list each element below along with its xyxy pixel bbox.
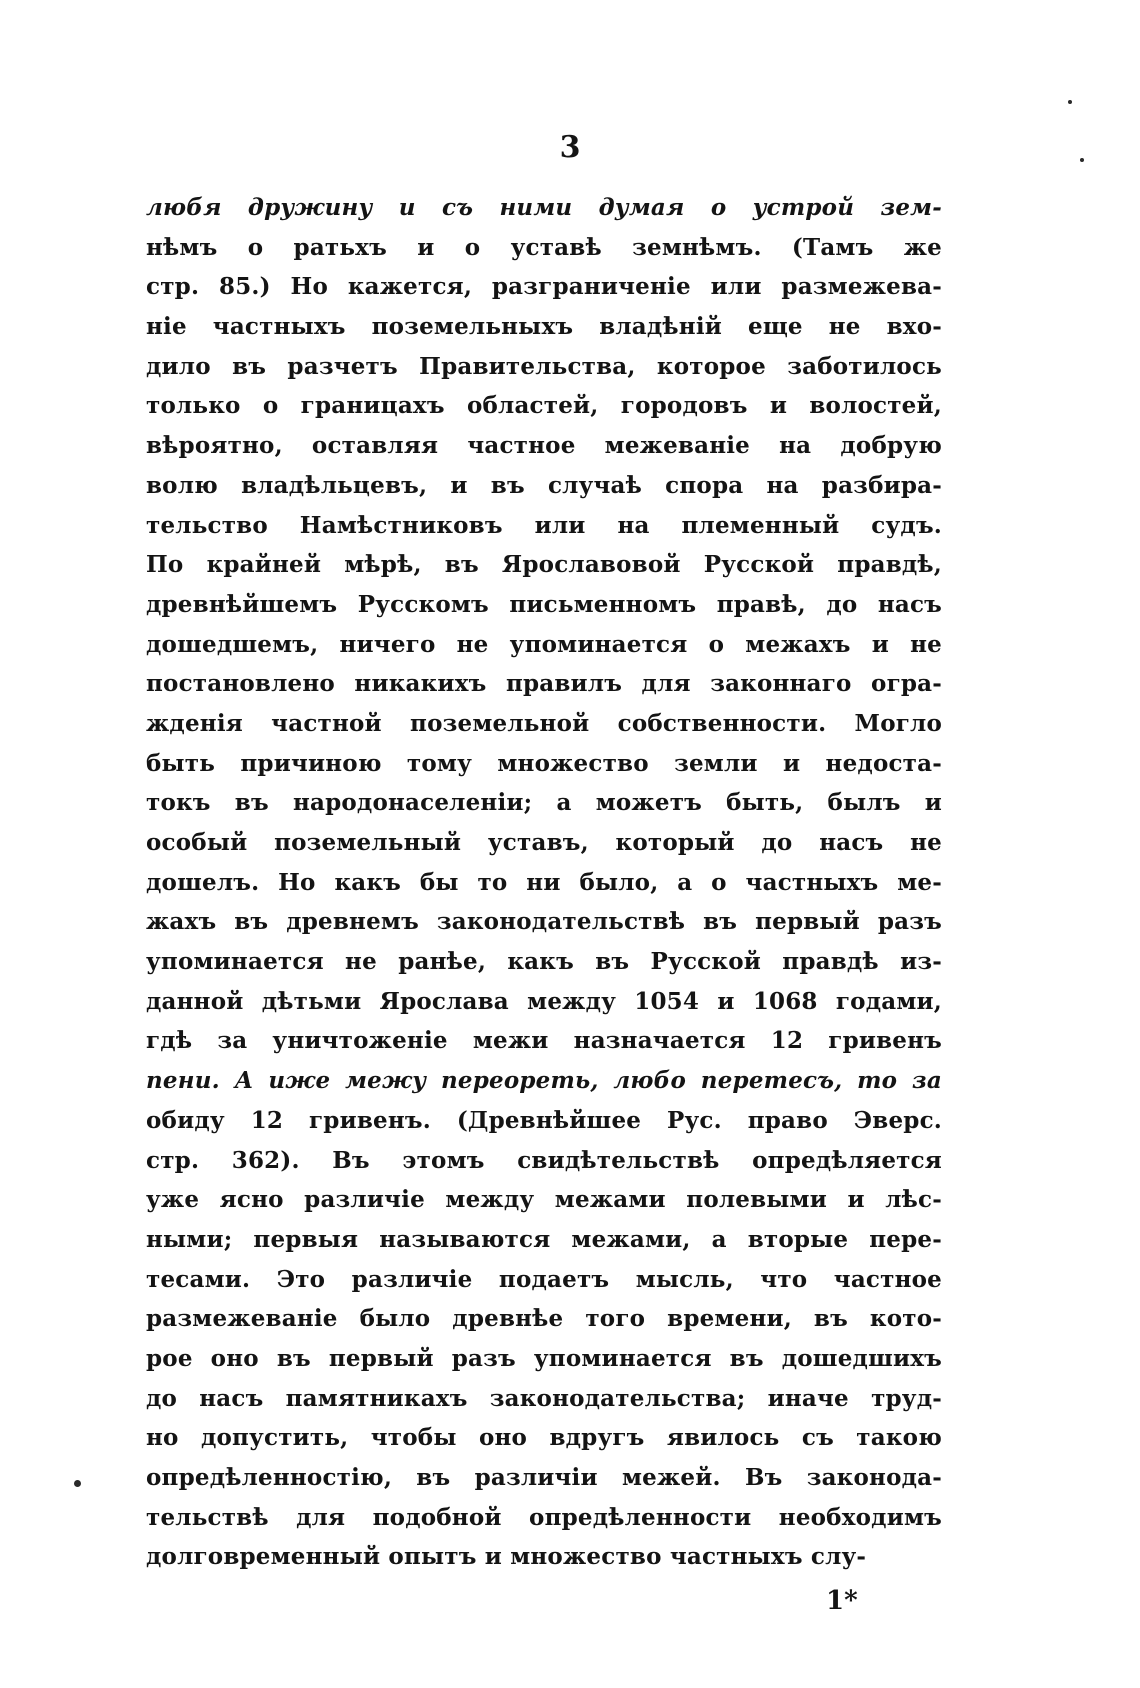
text-line: жахъ въ древнемъ законодательствѣ въ первый разъ <box>146 908 942 936</box>
text-line: древнѣйшемъ Русскомъ письменномъ правѣ, до насъ <box>146 590 942 618</box>
text-line: тесами. Это различіе подаетъ мысль, что частное <box>146 1265 942 1293</box>
text-line: жденія частной поземельной собственности. Могло <box>146 709 942 737</box>
text-line: рое оно въ первый разъ упоминается въ дошедшихъ <box>146 1344 942 1372</box>
text-line: По крайней мѣрѣ, въ Ярославовой Русской правдѣ, <box>146 551 942 579</box>
text-line: уже ясно различіе между межами полевыми и лѣс- <box>146 1186 942 1214</box>
scan-speck <box>74 1480 81 1487</box>
text-line: стр. 85.) Но кажется, разграниченіе или размежева- <box>146 273 942 301</box>
text-line: постановлено никакихъ правилъ для законнаго огра- <box>146 670 942 698</box>
text-line: ніе частныхъ поземельныхъ владѣній еще не вхо- <box>146 313 942 341</box>
text-line: данной дѣтьми Ярослава между 1054 и 1068 годами, <box>146 987 942 1015</box>
text-line: любя дружину и съ ними думая о устрой зем- <box>146 194 942 221</box>
scan-speck <box>1068 100 1072 104</box>
text-line: волю владѣльцевъ, и въ случаѣ спора на разбира- <box>146 471 942 499</box>
text-line: тельствѣ для подобной опредѣленности необходимъ <box>146 1503 942 1531</box>
text-line: гдѣ за уничтоженіе межи назначается 12 гривенъ <box>146 1027 942 1055</box>
text-line: дошедшемъ, ничего не упоминается о межахъ и не <box>146 630 942 658</box>
text-line: только о границахъ областей, городовъ и волостей, <box>146 392 942 420</box>
text-line: токъ въ народонаселеніи; а можетъ быть, былъ и <box>146 789 942 817</box>
text-line: дило въ разчетъ Правительства, которое заботилось <box>146 352 942 380</box>
text-line: дошелъ. Но какъ бы то ни было, а о частныхъ ме- <box>146 868 942 896</box>
text-line: обиду 12 гривенъ. (Древнѣйшее Рус. право Эверс. <box>146 1106 942 1134</box>
text-line: быть причиною тому множество земли и недоста- <box>146 749 942 777</box>
text-line: особый поземельный уставъ, который до насъ не <box>146 829 942 856</box>
text-line: но допустить, чтобы оно вдругъ явилось съ такою <box>146 1424 942 1452</box>
text-line: долговременный опытъ и множество частныхъ слу- <box>146 1543 867 1571</box>
text-line: пени. А иже межу переореть, любо перетесъ, то за <box>146 1067 942 1095</box>
scan-speck <box>1080 158 1084 162</box>
signature-mark: 1* <box>826 1586 858 1616</box>
text-line: тельство Намѣстниковъ или на племенный судъ. <box>146 511 942 539</box>
text-line: до насъ памятникахъ законодательства; иначе труд- <box>146 1384 942 1412</box>
body-text <box>146 188 942 1577</box>
text-line: ными; первыя называются межами, а вторые пере- <box>146 1225 942 1253</box>
text-line: вѣроятно, оставляя частное межеваніе на добрую <box>146 432 942 460</box>
text-line: опредѣленностію, въ различіи межей. Въ законода- <box>146 1464 942 1491</box>
text-line: нѣмъ о ратьхъ и о уставѣ земнѣмъ. (Тамъ же <box>146 233 942 261</box>
text-line: размежеваніе было древнѣе того времени, въ кото- <box>146 1305 942 1333</box>
text-line: упоминается не ранѣе, какъ въ Русской правдѣ из- <box>146 948 942 976</box>
text-line: стр. 362). Въ этомъ свидѣтельствѣ опредѣляется <box>146 1146 942 1174</box>
page-number: 3 <box>559 130 581 165</box>
